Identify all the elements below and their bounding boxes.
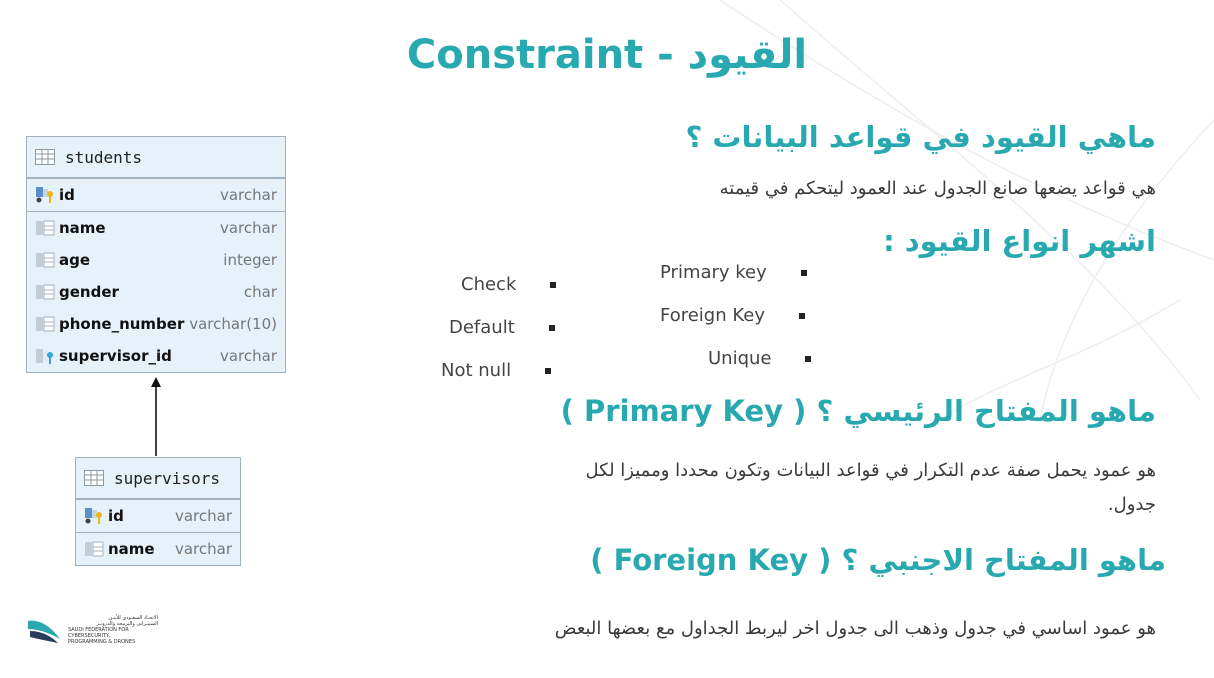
column-type: varchar (219, 186, 277, 204)
students-table-header (27, 137, 285, 179)
column-icon (35, 315, 55, 333)
column-name: age (59, 251, 91, 269)
bullet-square-icon (545, 368, 551, 374)
column-name: name (59, 219, 106, 237)
column-type: varchar (219, 219, 277, 237)
primary-key-icon (35, 186, 55, 204)
bullet-not-null (441, 360, 551, 381)
logo-text (68, 615, 158, 645)
bullet-square-icon (549, 325, 555, 331)
students-row-name (27, 212, 285, 244)
students-table (26, 136, 286, 373)
bullet-square-icon (805, 356, 811, 362)
supervisors-table-name: supervisors (114, 468, 220, 488)
heading-foreign-key: ماهو المفتاح الاجنبي ؟ ( Foreign Key ) (590, 543, 1166, 577)
heading-what-are-constraints: ماهي القيود في قواعد البيانات ؟ (685, 120, 1156, 154)
column-icon (35, 283, 55, 301)
federation-logo (26, 615, 158, 645)
column-icon (35, 251, 55, 269)
students-row-age (27, 244, 285, 276)
bullet-text: Default (449, 317, 515, 338)
students-table-name: students (65, 147, 143, 167)
column-icon (84, 540, 104, 558)
table-icon (84, 470, 104, 486)
relationship-arrow (146, 376, 166, 458)
logo-wing-icon (26, 615, 64, 645)
students-row-id (27, 179, 285, 212)
page-title: Constraint - القيود (406, 32, 808, 78)
bullet-text: Primary key (660, 262, 767, 283)
column-name: supervisor_id (59, 347, 172, 365)
supervisors-row-id (76, 500, 240, 533)
column-type: integer (223, 251, 277, 269)
column-type: varchar (174, 540, 232, 558)
heading-primary-key: ماهو المفتاح الرئيسي ؟ ( Primary Key ) (560, 394, 1156, 428)
foreign-key-icon (35, 347, 55, 365)
bullet-primary-key (660, 262, 807, 283)
column-icon (35, 219, 55, 237)
bullet-square-icon (801, 270, 807, 276)
column-type: varchar(10) (189, 315, 277, 333)
bullet-text: Not null (441, 360, 512, 381)
primary-key-definition-line1: هو عمود يحمل صفة عدم التكرار في قواعد البيانات وتكون محددا ومميزا لكل (585, 460, 1156, 481)
students-row-phone-number (27, 308, 285, 340)
logo-line: السيبـراني والبرمجة والدرونـز (96, 621, 158, 627)
column-name: name (108, 540, 155, 558)
bullet-text: Unique (708, 348, 772, 369)
column-name: gender (59, 283, 119, 301)
bullet-square-icon (799, 313, 805, 319)
column-name: id (108, 507, 124, 525)
bullet-check (461, 274, 556, 295)
students-row-gender (27, 276, 285, 308)
logo-line: PROGRAMMING & DRONES (68, 639, 136, 645)
bullet-text: Check (461, 274, 517, 295)
students-row-supervisor-id (27, 340, 285, 372)
column-name: phone_number (59, 315, 185, 333)
bullet-square-icon (550, 282, 556, 288)
constraints-definition: هي قواعد يضعها صانع الجدول عند العمود ليتحكم في قيمته (719, 178, 1156, 199)
column-type: char (243, 283, 277, 301)
logo-line: SAUDI FEDERATION FOR CYBERSECURITY, (68, 627, 129, 639)
supervisors-table-header (76, 458, 240, 500)
logo-line: الاتحـاد السعـودي للأمـن (108, 615, 158, 621)
primary-key-definition-line2: جدول. (1107, 494, 1156, 515)
primary-key-icon (84, 507, 104, 525)
table-icon (35, 149, 55, 165)
bullet-foreign-key (660, 305, 805, 326)
bullet-text: Foreign Key (660, 305, 765, 326)
column-type: varchar (174, 507, 232, 525)
bullet-default (449, 317, 555, 338)
bullet-unique (708, 348, 811, 369)
column-type: varchar (219, 347, 277, 365)
column-name: id (59, 186, 75, 204)
foreign-key-definition: هو عمود اساسي في جدول وذهب الى جدول اخر ليربط الجداول مع بعضها البعض (554, 618, 1156, 639)
supervisors-row-name (76, 533, 240, 565)
heading-constraint-types: اشهر انواع القيود : (883, 224, 1156, 258)
supervisors-table (75, 457, 241, 566)
